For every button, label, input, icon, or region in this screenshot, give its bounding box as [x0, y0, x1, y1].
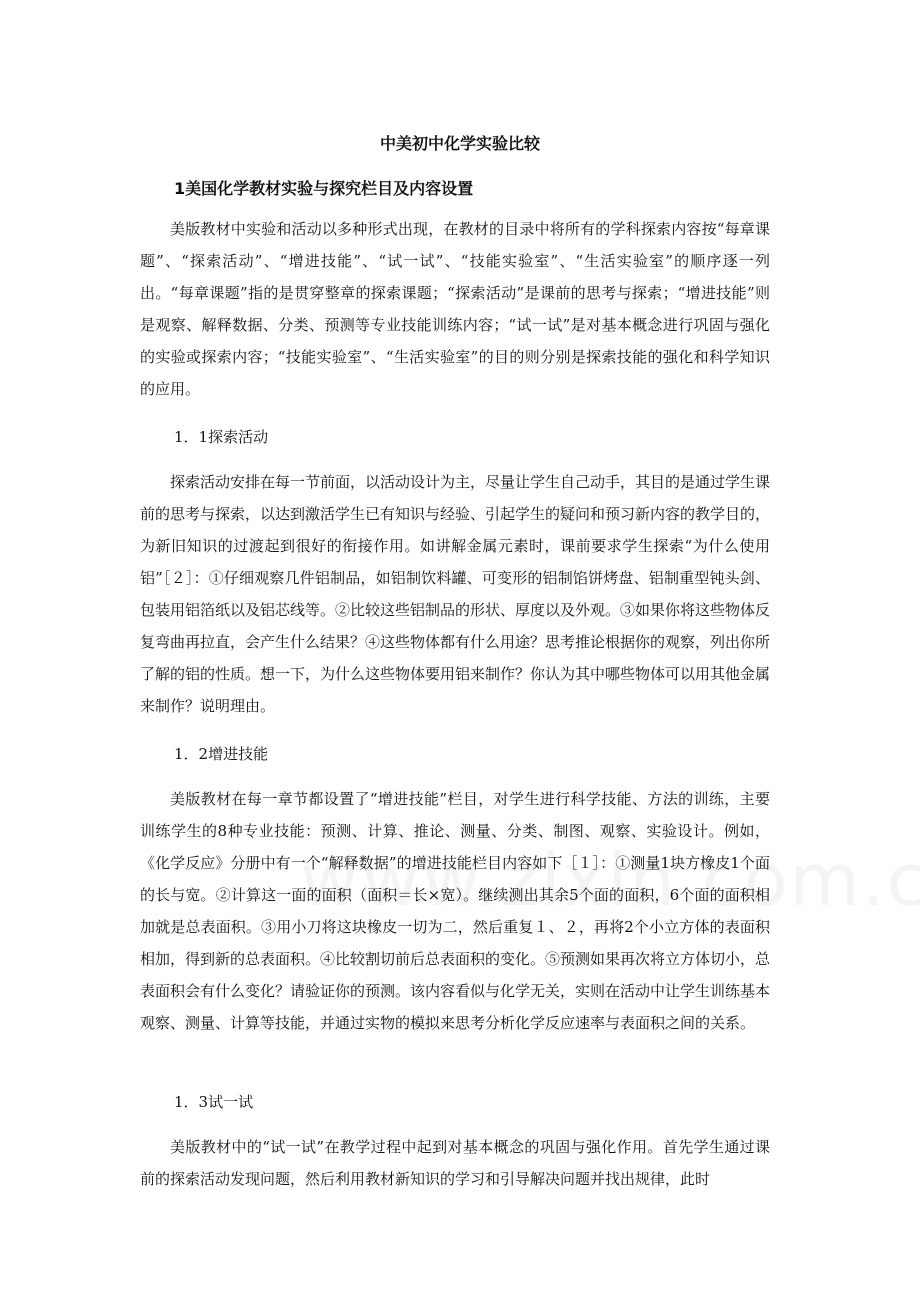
- subsection-heading-try-it: 1．3试一试: [174, 1093, 254, 1111]
- section-heading: 1美国化学教材实验与探究栏目及内容设置: [174, 179, 474, 198]
- subsection-heading-exploration: 1．1探索活动: [174, 428, 269, 446]
- exploration-paragraph: 探索活动安排在每一节前面，以活动设计为主，尽量让学生自己动手，其目的是通过学生课前的思考与探索，以达到激活学生已有知识与经验、引起学生的疑问和预习新内容的教学目的，为新旧知识的过渡起到很好的衔接作用。如讲解金属元素时，课前要求学生探索“为什么使用铝”［２］：①仔细观察几件铝制品，如铝制饮料罐、可变形的铝制馅饼烤盘、铝制重型钝头剑、包装用铝箔纸以及铝芯线等。②比较这些铝制品的形状、厚度以及外观。③如果你将这些物体反复弯曲再拉直，会产生什么结果？④这些物体都有什么用途？思考推论根据你的观察，列出你所了解的铝的性质。想一下，为什么这些物体要用铝来制作？你认为其中哪些物体可以用其他金属来制作？说明理由。: [140, 473, 771, 715]
- skills-paragraph: 美版教材在每一章节都设置了“增进技能”栏目，对学生进行科学技能、方法的训练，主要训练学生的8种专业技能：预测、计算、推论、测量、分类、制图、观察、实验设计。例如，《化学反应》分册中有一个“解释数据”的增进技能栏目内容如下［１］：①测量1块方橡皮1个面的长与宽。②计算这一面的面积（面积＝长×宽）。继续测出其余5个面的面积，6个面的面积相加就是总表面积。③用小刀将这块橡皮一切为二，然后重复１、２，再将2个小立方体的表面积相加，得到新的总表面积。④比较割切前后总表面积的变化。⑤预测如果再次将立方体切小，总表面积会有什么变化？请验证你的预测。该内容看似与化学无关，实则在活动中让学生训练基本观察、测量、计算等技能，并通过实物的模拟来思考分析化学反应速率与表面积之间的关系。: [140, 790, 771, 1032]
- document-title: 中美初中化学实验比较: [379, 134, 540, 153]
- try-it-paragraph: 美版教材中的“试一试”在教学过程中起到对基本概念的巩固与强化作用。首先学生通过课前的探索活动发现问题，然后利用教材新知识的学习和引导解决问题并找出规律，此时: [140, 1138, 770, 1188]
- subsection-heading-skills: 1．2增进技能: [174, 745, 269, 763]
- intro-paragraph: 美版教材中实验和活动以多种形式出现，在教材的目录中将所有的学科探索内容按“每章课题”、“探索活动”、“增进技能”、“试一试”、“技能实验室”、“生活实验室”的顺序逐一列出。“每章课题”指的是贯穿整章的探索课题；“探索活动”是课前的思考与探索；“增进技能”则是观察、解释数据、分类、预测等专业技能训练内容；“试一试”是对基本概念进行巩固与强化的实验或探索内容；“技能实验室”、“生活实验室”的目的则分别是探索技能的强化和科学知识的应用。: [140, 220, 770, 398]
